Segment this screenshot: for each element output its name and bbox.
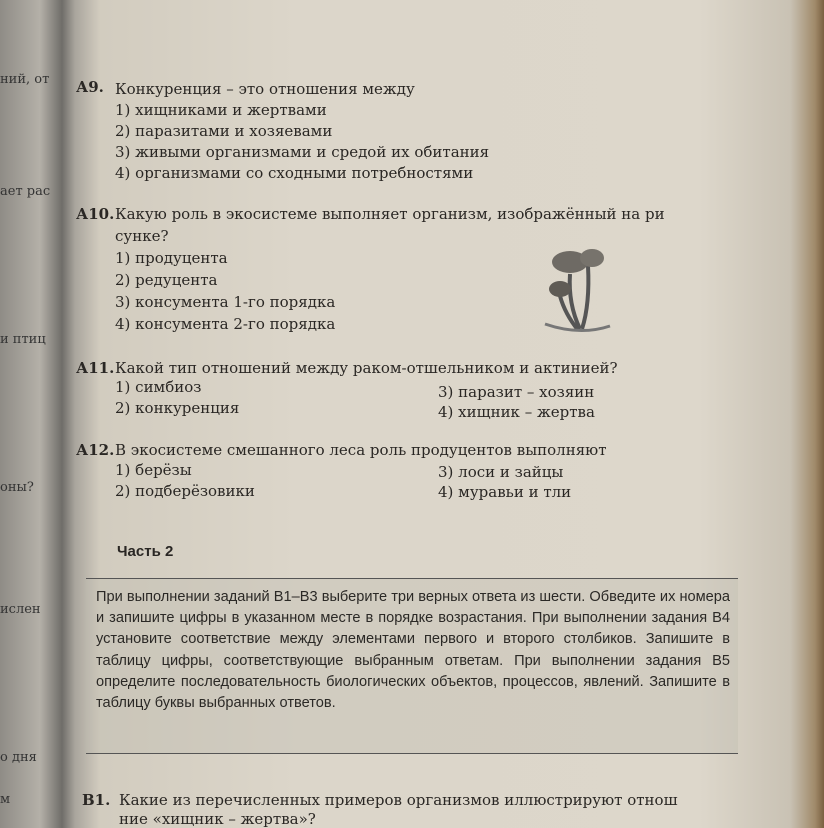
margin-text: и птиц xyxy=(0,332,46,347)
question-text-cont: ние «хищник – жертва»? xyxy=(119,810,316,828)
option: 4) консумента 2-го порядка xyxy=(115,315,336,333)
question-number: А9. xyxy=(76,78,104,96)
option: 1) продуцента xyxy=(115,249,228,267)
question-number: В1. xyxy=(82,791,111,809)
question-number: А12. xyxy=(76,441,115,459)
question-text: Какую роль в экосистеме выполняет организм, изображённый на ри xyxy=(115,205,665,223)
instructions-box xyxy=(86,578,738,754)
option: 1) симбиоз xyxy=(115,378,202,396)
option: 2) конкуренция xyxy=(115,399,240,417)
question-text-cont: сунке? xyxy=(115,227,169,245)
margin-text: ает рас xyxy=(0,184,51,199)
option: 1) берёзы xyxy=(115,461,192,479)
question-number: А10. xyxy=(76,205,115,223)
margin-text: ислен xyxy=(0,602,41,617)
question-text: Конкуренция – это отношения между xyxy=(115,80,415,98)
option: 3) лоси и зайцы xyxy=(438,463,564,481)
option: 4) хищник – жертва xyxy=(438,403,595,421)
section-title: Часть 2 xyxy=(117,543,174,560)
margin-text: оны? xyxy=(0,480,34,495)
option: 3) консумента 1-го порядка xyxy=(115,293,336,311)
option: 2) подберёзовики xyxy=(115,482,255,500)
option: 1) хищниками и жертвами xyxy=(115,101,327,119)
option: 2) паразитами и хозяевами xyxy=(115,122,333,140)
option: 3) паразит – хозяин xyxy=(438,383,595,401)
question-text: Какие из перечисленных примеров организмов иллюстрируют отнош xyxy=(119,791,678,809)
margin-text: ний, от xyxy=(0,72,50,87)
mushroom-illustration xyxy=(540,244,620,334)
option: 4) организмами со сходными потребностями xyxy=(115,164,474,182)
option: 4) муравьи и тли xyxy=(438,483,572,501)
margin-text: о дня xyxy=(0,750,37,765)
question-number: А11. xyxy=(76,359,115,377)
question-text: Какой тип отношений между раком-отшельником и актинией? xyxy=(115,359,618,377)
margin-text: м xyxy=(0,792,11,807)
question-text: В экосистеме смешанного леса роль продуцентов выполняют xyxy=(115,441,607,459)
option: 2) редуцента xyxy=(115,271,218,289)
instructions-text: При выполнении заданий В1–В3 выберите три верных ответа из шести. Обведите их номера и запишите цифры в указанном месте в порядке возрастания. При выполнении задания В4 установите соответствие между элементами первого и второго столбиков. Запишите в таблицу цифры, соответствующие выбранным ответам. При выполнении задания В5 определите последовательность биологических объектов, процессов, явлений. Запишите в таблицу буквы выбранных ответов. xyxy=(96,589,730,712)
option: 3) живыми организмами и средой их обитания xyxy=(115,143,490,161)
